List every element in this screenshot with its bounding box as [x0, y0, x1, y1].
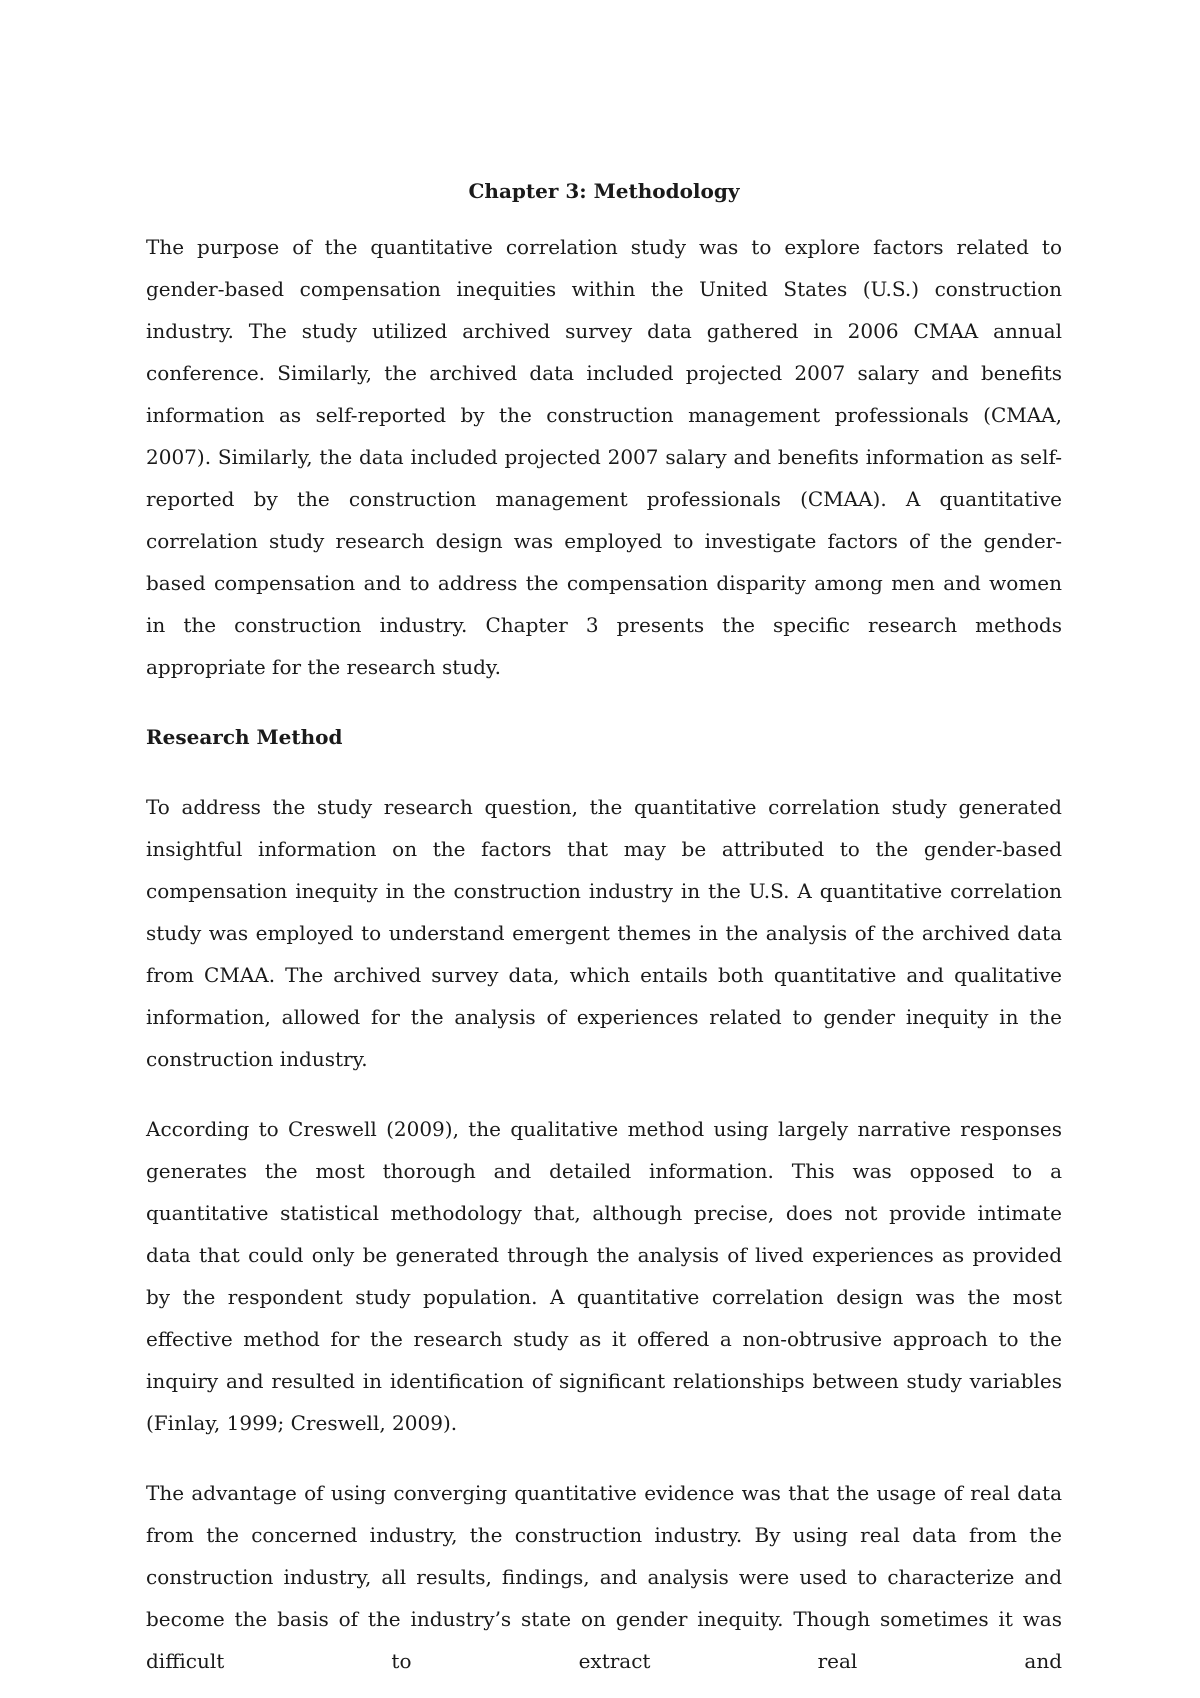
body-paragraph-research-question: To address the study research question, the quantitative correlation study generated insightful information on the factors that may be attributed to the gender-based compensation inequity in the construction industry in the U.S. A quantitative correlation study was employed to understand emergent themes in the analysis of the archived data from CMAA. The archived survey data, which entails both quantitative and qualitative information, allowed for the analysis of experiences related to gender inequity in the construction industry. [146, 795, 1062, 1071]
chapter-title: Chapter 3: Methodology [468, 179, 740, 203]
section-heading-research-method: Research Method [146, 725, 343, 749]
body-paragraph-converging-evidence: The advantage of using converging quantitative evidence was that the usage of real data from the concerned industry, the construction industry. By using real data from the construction industry, all results, findings, and analysis were used to characterize and become the basis of the industry’s state on gender inequity. Though sometimes it was difficult to extract real and [146, 1481, 1062, 1673]
intro-paragraph: The purpose of the quantitative correlation study was to explore factors related to gender-based compensation inequities within the United States (U.S.) construction industry. The study utilized archived survey data gathered in 2006 CMAA annual conference. Similarly, the archived data included projected 2007 salary and benefits information as self-reported by the construction management professionals (CMAA, 2007). Similarly, the data included projected 2007 salary and benefits information as self-reported by the construction management professionals (CMAA). A quantitative correlation study research design was employed to investigate factors of the gender-based compensation and to address the compensation disparity among men and women in the construction industry. Chapter 3 presents the specific research methods appropriate for the research study. [146, 235, 1062, 679]
body-paragraph-creswell: According to Creswell (2009), the qualitative method using largely narrative responses generates the most thorough and detailed information. This was opposed to a quantitative statistical methodology that, although precise, does not provide intimate data that could only be generated through the analysis of lived experiences as provided by the respondent study population. A quantitative correlation design was the most effective method for the research study as it offered a non-obtrusive approach to the inquiry and resulted in identification of significant relationships between study variables (Finlay, 1999; Creswell, 2009). [146, 1117, 1062, 1435]
page-content [146, 170, 1062, 1682]
